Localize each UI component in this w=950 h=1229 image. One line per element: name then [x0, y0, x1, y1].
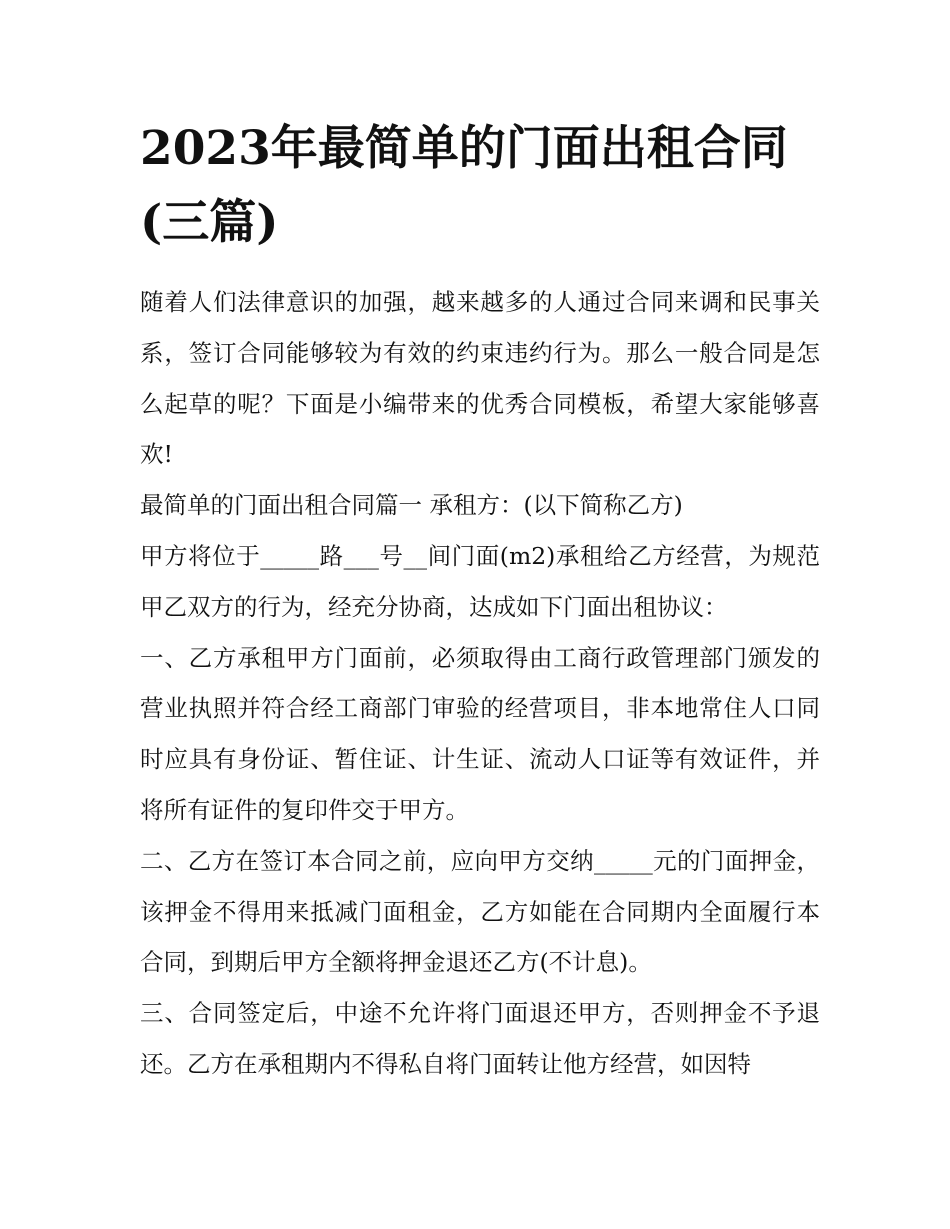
document-title: 2023年最简单的门面出租合同(三篇) [140, 121, 788, 250]
lease-location-paragraph: 甲方将位于_____路___号__间门面(m2)承租给乙方经营，为规范甲乙双方的行为，经充分协商，达成如下门面出租协议： [140, 541, 820, 621]
clause-two-paragraph: 二、乙方在签订本合同之前，应向甲方交纳_____元的门面押金，该押金不得用来抵减门面租金，乙方如能在合同期内全面履行本合同，到期后甲方全额将押金退还乙方(不计息)。 [140, 846, 820, 977]
section-heading-paragraph: 最简单的门面出租合同篇一 承租方：(以下简称乙方) [140, 491, 683, 520]
document-body [140, 277, 820, 1090]
clause-three-paragraph: 三、合同签定后，中途不允许将门面退还甲方，否则押金不予退还。乙方在承租期内不得私自将门面转让他方经营，如因特 [140, 999, 820, 1078]
clause-one-paragraph: 一、乙方承租甲方门面前，必须取得由工商行政管理部门颁发的营业执照并符合经工商部门审验的经营项目，非本地常住人口同时应具有身份证、暂住证、计生证、流动人口证等有效证件，并将所有证件的复印件交于甲方。 [140, 643, 820, 824]
intro-paragraph: 随着人们法律意识的加强，越来越多的人通过合同来调和民事关系，签订合同能够较为有效的约束违约行为。那么一般合同是怎么起草的呢？下面是小编带来的优秀合同模板，希望大家能够喜欢! [140, 288, 820, 469]
